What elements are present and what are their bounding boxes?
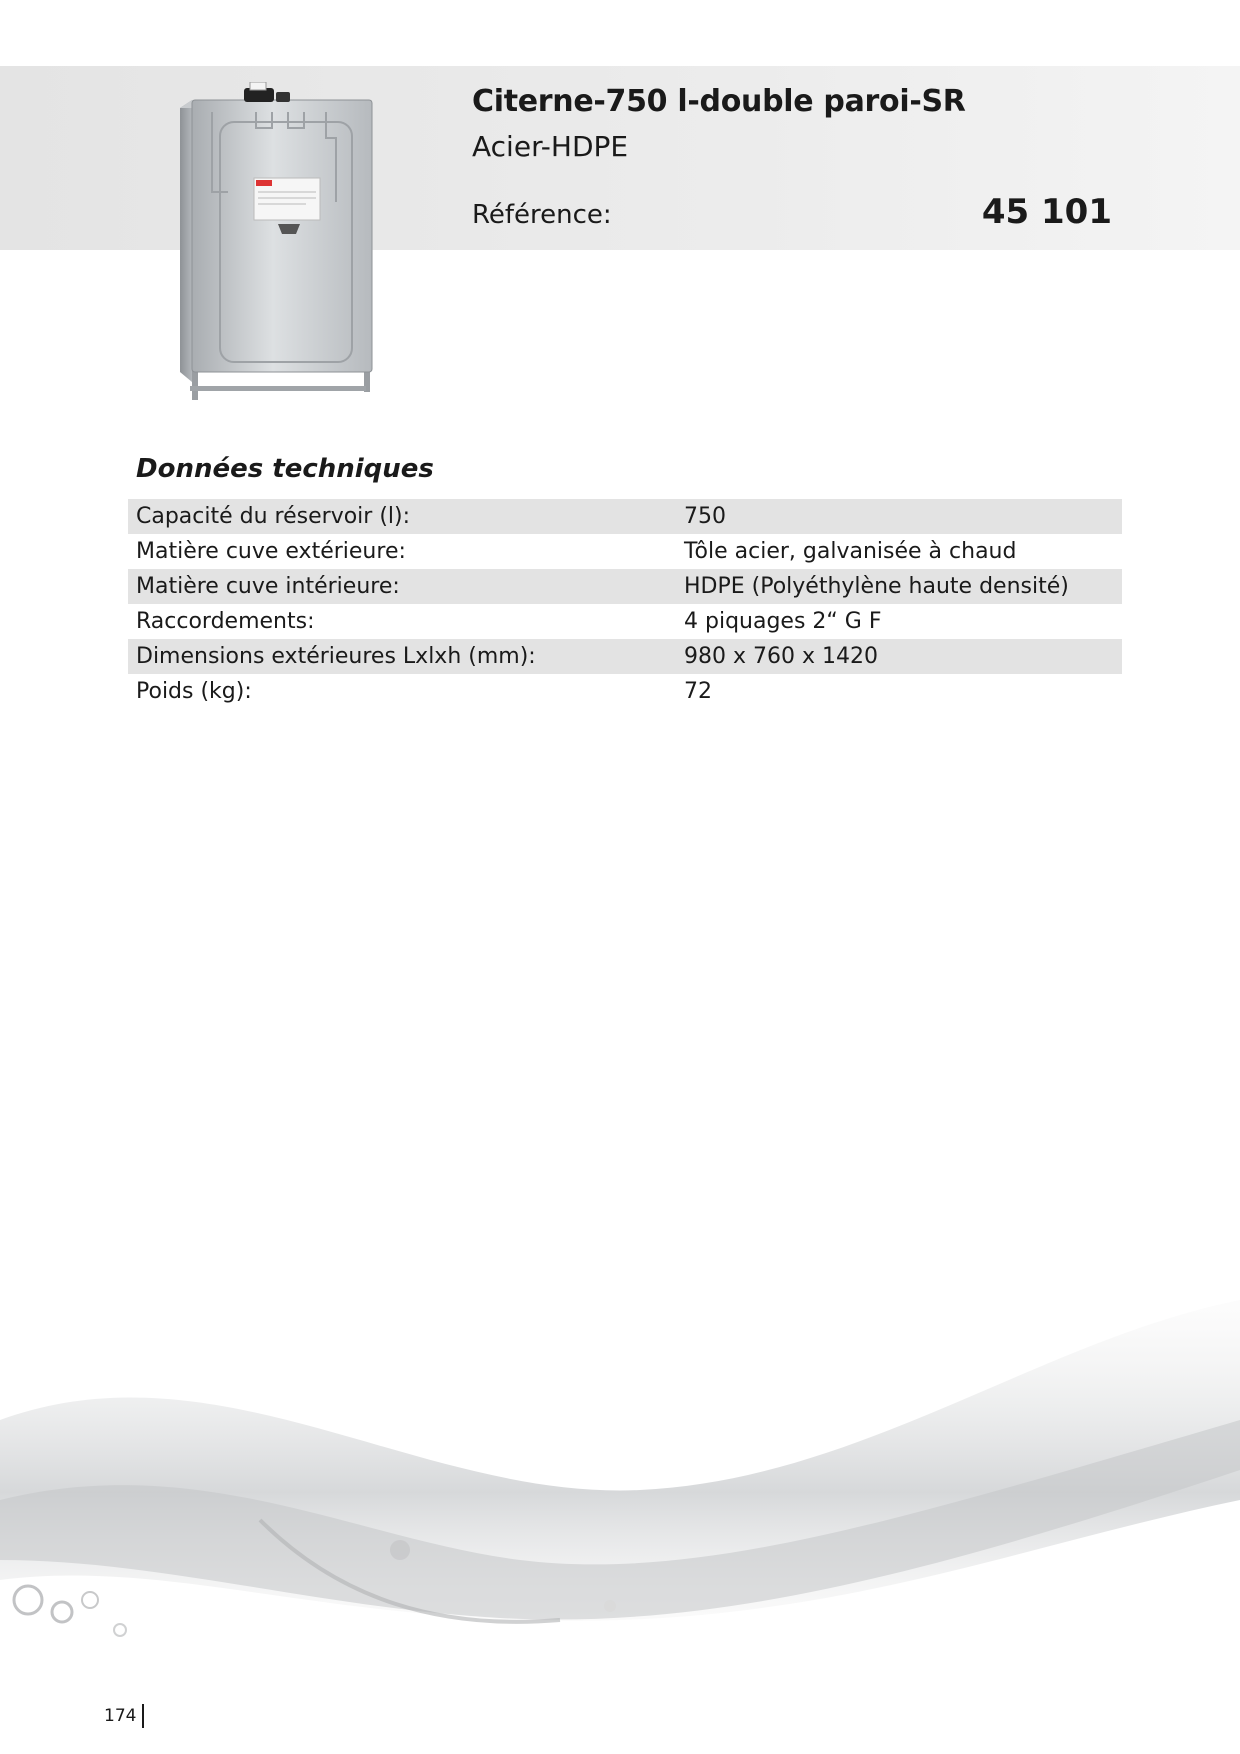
spec-row-dimensions <box>128 639 1122 674</box>
spec-value: 4 piquages 2“ G F <box>684 609 882 634</box>
spec-label: Matière cuve extérieure: <box>136 539 406 564</box>
technical-data-heading: Données techniques <box>136 454 434 484</box>
page-number-separator <box>142 1704 144 1728</box>
spec-row-weight <box>128 674 1122 709</box>
spec-label: Raccordements: <box>136 609 315 634</box>
spec-row-inner-material <box>128 569 1122 604</box>
spec-value: Tôle acier, galvanisée à chaud <box>684 539 1017 564</box>
water-splash-decoration <box>0 1300 1240 1680</box>
product-title: Citerne-750 l-double paroi-SR <box>472 84 966 119</box>
spec-row-connections <box>128 604 1122 639</box>
spec-value: 980 x 760 x 1420 <box>684 644 878 669</box>
spec-label: Dimensions extérieures Lxlxh (mm): <box>136 644 536 669</box>
spec-table <box>128 499 1122 709</box>
page-number: 174 <box>104 1706 137 1726</box>
spec-label: Matière cuve intérieure: <box>136 574 400 599</box>
spec-value: 72 <box>684 679 712 704</box>
spec-value: 750 <box>684 504 726 529</box>
spec-row-capacity <box>128 499 1122 534</box>
reference-label: Référence: <box>472 200 612 230</box>
product-subtitle: Acier-HDPE <box>472 130 629 163</box>
tank-product-image <box>176 82 386 402</box>
spec-label: Poids (kg): <box>136 679 252 704</box>
spec-value: HDPE (Polyéthylène haute densité) <box>684 574 1069 599</box>
spec-label: Capacité du réservoir (l): <box>136 504 411 529</box>
reference-number: 45 101 <box>981 192 1112 232</box>
spec-row-outer-material <box>128 534 1122 569</box>
